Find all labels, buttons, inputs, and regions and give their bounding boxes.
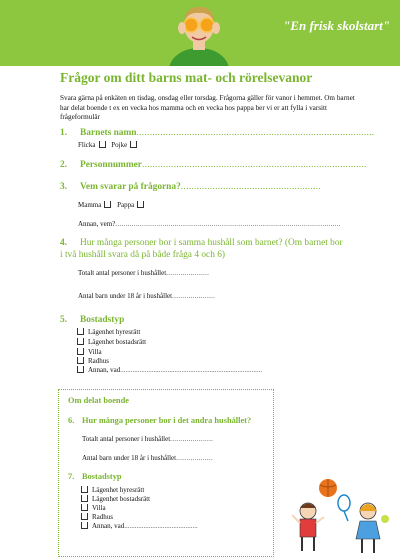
q4-total <box>78 269 209 277</box>
checkbox[interactable] <box>77 328 84 335</box>
option-label: Flicka <box>78 141 96 149</box>
question-label: Hur många personer bor i det andra hushållet? <box>82 416 252 425</box>
q6-children <box>82 454 213 462</box>
option-label: Radhus <box>88 357 109 365</box>
question-label: Barnets namn <box>80 128 137 138</box>
list-item <box>74 328 140 336</box>
answer-line[interactable]: ..................................................................................... <box>141 160 367 170</box>
q4-children <box>78 292 215 300</box>
answer-line[interactable]: ..................................................... <box>180 182 321 192</box>
option-label: Pappa <box>117 201 135 209</box>
q6-total <box>82 435 213 443</box>
question-5 <box>60 315 124 325</box>
option-label: Annan, vad <box>88 366 121 374</box>
answer-line[interactable]: .......................................................................................... <box>136 128 375 138</box>
list-item <box>78 522 198 530</box>
checkbox[interactable] <box>77 348 84 355</box>
list-item <box>78 486 144 494</box>
answer-line[interactable]: .......................................... <box>124 522 198 530</box>
list-item <box>74 366 262 374</box>
list-item <box>74 357 109 365</box>
checkbox[interactable] <box>81 522 88 529</box>
question-7 <box>68 472 122 481</box>
question-6 <box>68 416 251 425</box>
question-4 <box>60 238 345 261</box>
header-title: "En frisk skolstart" <box>283 18 390 33</box>
answer-line[interactable]: .................. <box>176 454 213 462</box>
q3-options <box>78 201 148 209</box>
checkbox-pojke[interactable] <box>130 141 137 148</box>
option-label: Villa <box>92 504 106 512</box>
kids-playing-illustration <box>292 475 392 557</box>
q1-options <box>78 141 141 149</box>
question-number: 1. <box>60 128 68 138</box>
option-label: Villa <box>88 348 102 356</box>
list-item <box>78 504 106 512</box>
field-label: Antal barn under 18 år i hushållet <box>82 454 177 462</box>
question-label: Vem svarar på frågorna? <box>80 182 181 192</box>
question-number: 5. <box>60 315 68 325</box>
answer-line[interactable]: ..................... <box>170 435 214 443</box>
checkbox-mamma[interactable] <box>104 201 111 208</box>
shared-housing-title: Om delat boende <box>68 396 129 405</box>
q3-other <box>78 220 341 228</box>
intro-text: Svara gärna på enkäten en tisdag, onsdag eller torsdag. Frågorna gäller för vanor i hemmet. Om barnet har delat boende t ex en vecka hos mamma och en vecka hos pappa ber vi er att fylla i varsitt frågeformulär <box>60 94 355 121</box>
answer-line[interactable]: ................................................................................. <box>120 366 263 374</box>
question-number: 7. <box>68 472 75 481</box>
checkbox[interactable] <box>81 486 88 493</box>
option-label: Mamma <box>78 201 102 209</box>
question-1 <box>60 128 374 138</box>
question-number: 3. <box>60 182 68 192</box>
checkbox[interactable] <box>77 357 84 364</box>
checkbox[interactable] <box>81 513 88 520</box>
question-label: Bostadstyp <box>80 315 125 325</box>
checkbox-pappa[interactable] <box>137 201 144 208</box>
option-label: Lägenhet hyresrätt <box>88 328 141 336</box>
field-label: Totalt antal personer i hushållet <box>82 435 171 443</box>
answer-line[interactable]: ..................... <box>166 269 210 277</box>
answer-line[interactable]: ..................... <box>172 292 216 300</box>
field-label: Antal barn under 18 år i hushållet <box>78 292 173 300</box>
checkbox[interactable] <box>81 504 88 511</box>
question-3 <box>60 182 321 192</box>
checkbox[interactable] <box>77 366 84 373</box>
question-label: Personnummer <box>80 160 142 170</box>
field-label: Totalt antal personer i hushållet <box>78 269 167 277</box>
list-item <box>74 338 146 346</box>
answer-line[interactable]: .............................................................................................................. <box>115 220 341 228</box>
list-item <box>78 495 150 503</box>
option-label: Pojke <box>111 141 128 149</box>
question-number: 4. <box>60 238 68 248</box>
list-item <box>78 513 113 521</box>
other-label: Annan, vem? <box>78 220 116 228</box>
option-label: Lägenhet hyresrätt <box>92 486 145 494</box>
checkbox[interactable] <box>77 338 84 345</box>
question-number: 2. <box>60 160 68 170</box>
question-label: Hur många personer bor i samma hushåll som barnet? (Om barnet bor i två hushåll svara då på både fråga 4 och 6) <box>60 238 343 260</box>
option-label: Radhus <box>92 513 113 521</box>
option-label: Lägenhet bostadsrätt <box>92 495 151 503</box>
option-label: Annan, vad <box>92 522 125 530</box>
page-title: Frågor om ditt barns mat- och rörelsevanor <box>60 70 313 85</box>
option-label: Lägenhet bostadsrätt <box>88 338 147 346</box>
question-label: Bostadstyp <box>82 472 122 481</box>
checkbox-flicka[interactable] <box>99 141 106 148</box>
checkbox[interactable] <box>81 495 88 502</box>
question-number: 6. <box>68 416 75 425</box>
child-photo <box>166 0 232 66</box>
list-item <box>74 348 102 356</box>
question-2 <box>60 160 367 170</box>
